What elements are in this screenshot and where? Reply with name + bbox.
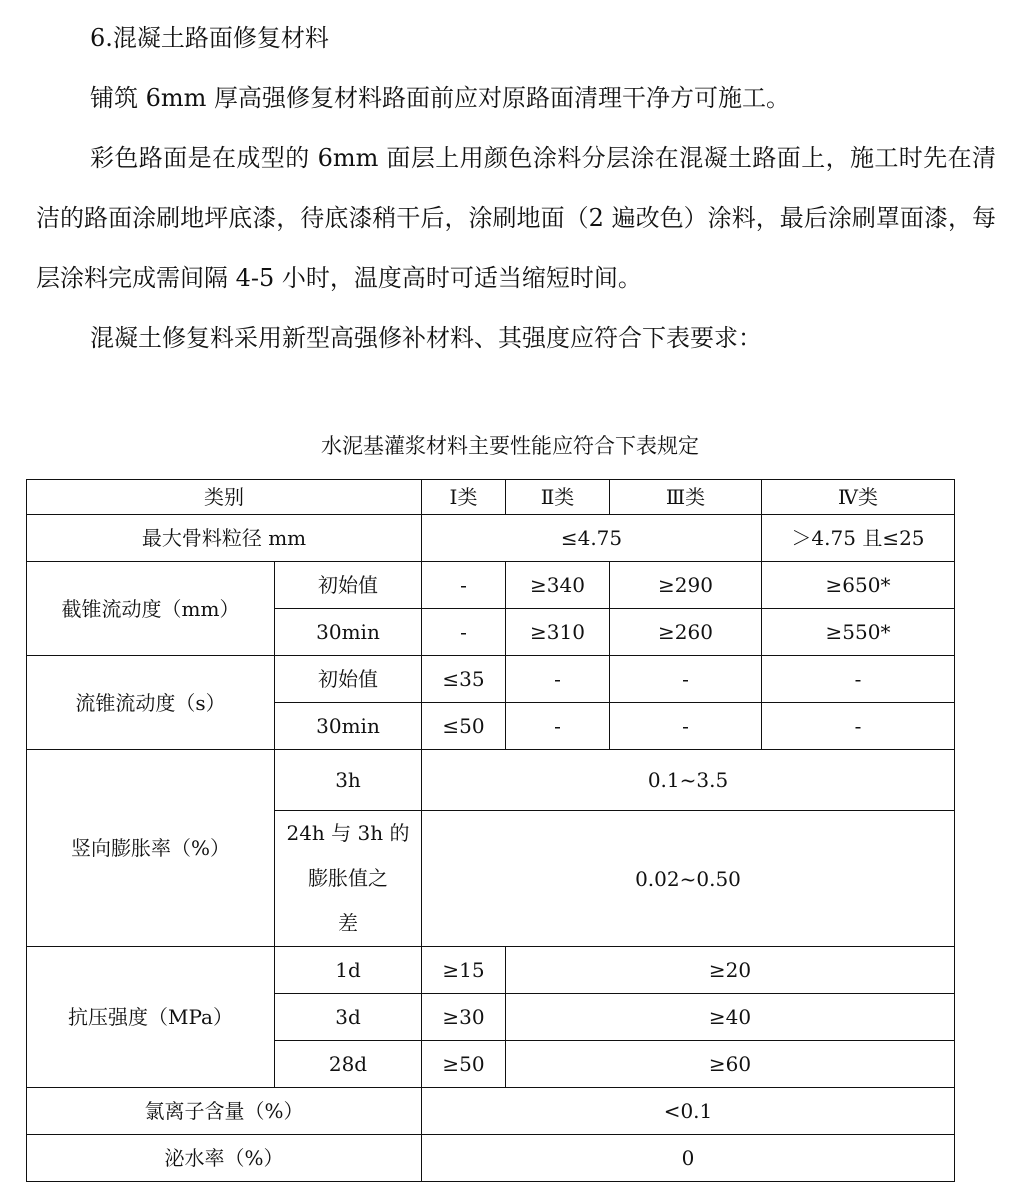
row-label-chloride: 氯离子含量（%） [27,1088,422,1135]
row-label-bleeding: 泌水率（%） [27,1135,422,1182]
cell-value: ≥15 [422,947,506,994]
sub-label-expansion-diff [275,811,422,947]
table-row-chloride [27,1088,955,1135]
paragraph-colored-pavement: 彩色路面是在成型的 6mm 面层上用颜色涂料分层涂在混凝土路面上，施工时先在清洁的路面涂刷地坪底漆，待底漆稍干后，涂刷地面（2 遍改色）涂料，最后涂刷罩面漆，每层涂料完成需间隔 4-5 小时，温度高时可适当缩短时间。 [36,144,996,292]
cell-value: - [422,562,506,609]
sub-label: 3d [275,994,422,1041]
cell-value: ≥290 [610,562,762,609]
cell-value: ≥340 [506,562,610,609]
row-label-vertical-expansion: 竖向膨胀率（%） [27,750,275,947]
cell-value: - [610,703,762,750]
table-row-strength-1d [27,947,955,994]
table-row-cone-flow-initial [27,562,955,609]
paragraph-repair-material: 混凝土修复料采用新型高强修补材料、其强度应符合下表要求： [90,324,762,352]
cell-value: <0.1 [422,1088,955,1135]
sub-label: 3h [275,750,422,811]
table-row-expansion-3h [27,750,955,811]
cell-value: - [506,656,610,703]
header-class-4: Ⅳ类 [762,480,955,515]
cell-value: 0.1~3.5 [422,750,955,811]
sub-label-line: 膨胀值之 [308,866,388,890]
grouting-material-spec-table [26,479,955,1182]
cell-value: - [506,703,610,750]
header-class-3: Ⅲ类 [610,480,762,515]
sub-label: 初始值 [275,562,422,609]
cell-value: - [762,656,955,703]
table-row-bleeding [27,1135,955,1182]
cell-value: ≥310 [506,609,610,656]
cell-aggregate-class-1-3: ≤4.75 [422,515,762,562]
table-row-funnel-flow-initial [27,656,955,703]
sub-label: 30min [275,703,422,750]
table-row-max-aggregate [27,515,955,562]
paragraph-pavement-prep: 铺筑 6mm 厚高强修复材料路面前应对原路面清理干净方可施工。 [90,84,791,112]
sub-label-line: 差 [338,911,358,935]
sub-label: 30min [275,609,422,656]
sub-label: 28d [275,1041,422,1088]
table-header-row [27,480,955,515]
header-class-2: Ⅱ类 [506,480,610,515]
cell-value: 0 [422,1135,955,1182]
cell-value: - [762,703,955,750]
sub-label-line: 24h 与 3h 的 [286,821,410,845]
cell-value: ≥30 [422,994,506,1041]
cell-aggregate-class-4: ＞4.75 且≤25 [762,515,955,562]
header-class-1: Ⅰ类 [422,480,506,515]
cell-value: ≥260 [610,609,762,656]
cell-value: ≥50 [422,1041,506,1088]
row-label-compressive-strength: 抗压强度（MPa） [27,947,275,1088]
sub-label: 1d [275,947,422,994]
cell-value: ≥40 [506,994,955,1041]
row-label-funnel-flow: 流锥流动度（s） [27,656,275,750]
cell-value: ≤35 [422,656,506,703]
cell-value: ≤50 [422,703,506,750]
row-label-cone-flow: 截锥流动度（mm） [27,562,275,656]
cell-value: 0.02~0.50 [422,811,955,947]
table-caption: 水泥基灌浆材料主要性能应符合下表规定 [321,434,699,458]
sub-label: 初始值 [275,656,422,703]
cell-value: - [422,609,506,656]
cell-value: ≥550* [762,609,955,656]
cell-value: ≥650* [762,562,955,609]
row-label-max-aggregate: 最大骨料粒径 mm [27,515,422,562]
section-heading: 6.混凝土路面修复材料 [90,24,329,52]
cell-value: ≥20 [506,947,955,994]
header-category: 类别 [27,480,422,515]
cell-value: ≥60 [506,1041,955,1088]
cell-value: - [610,656,762,703]
